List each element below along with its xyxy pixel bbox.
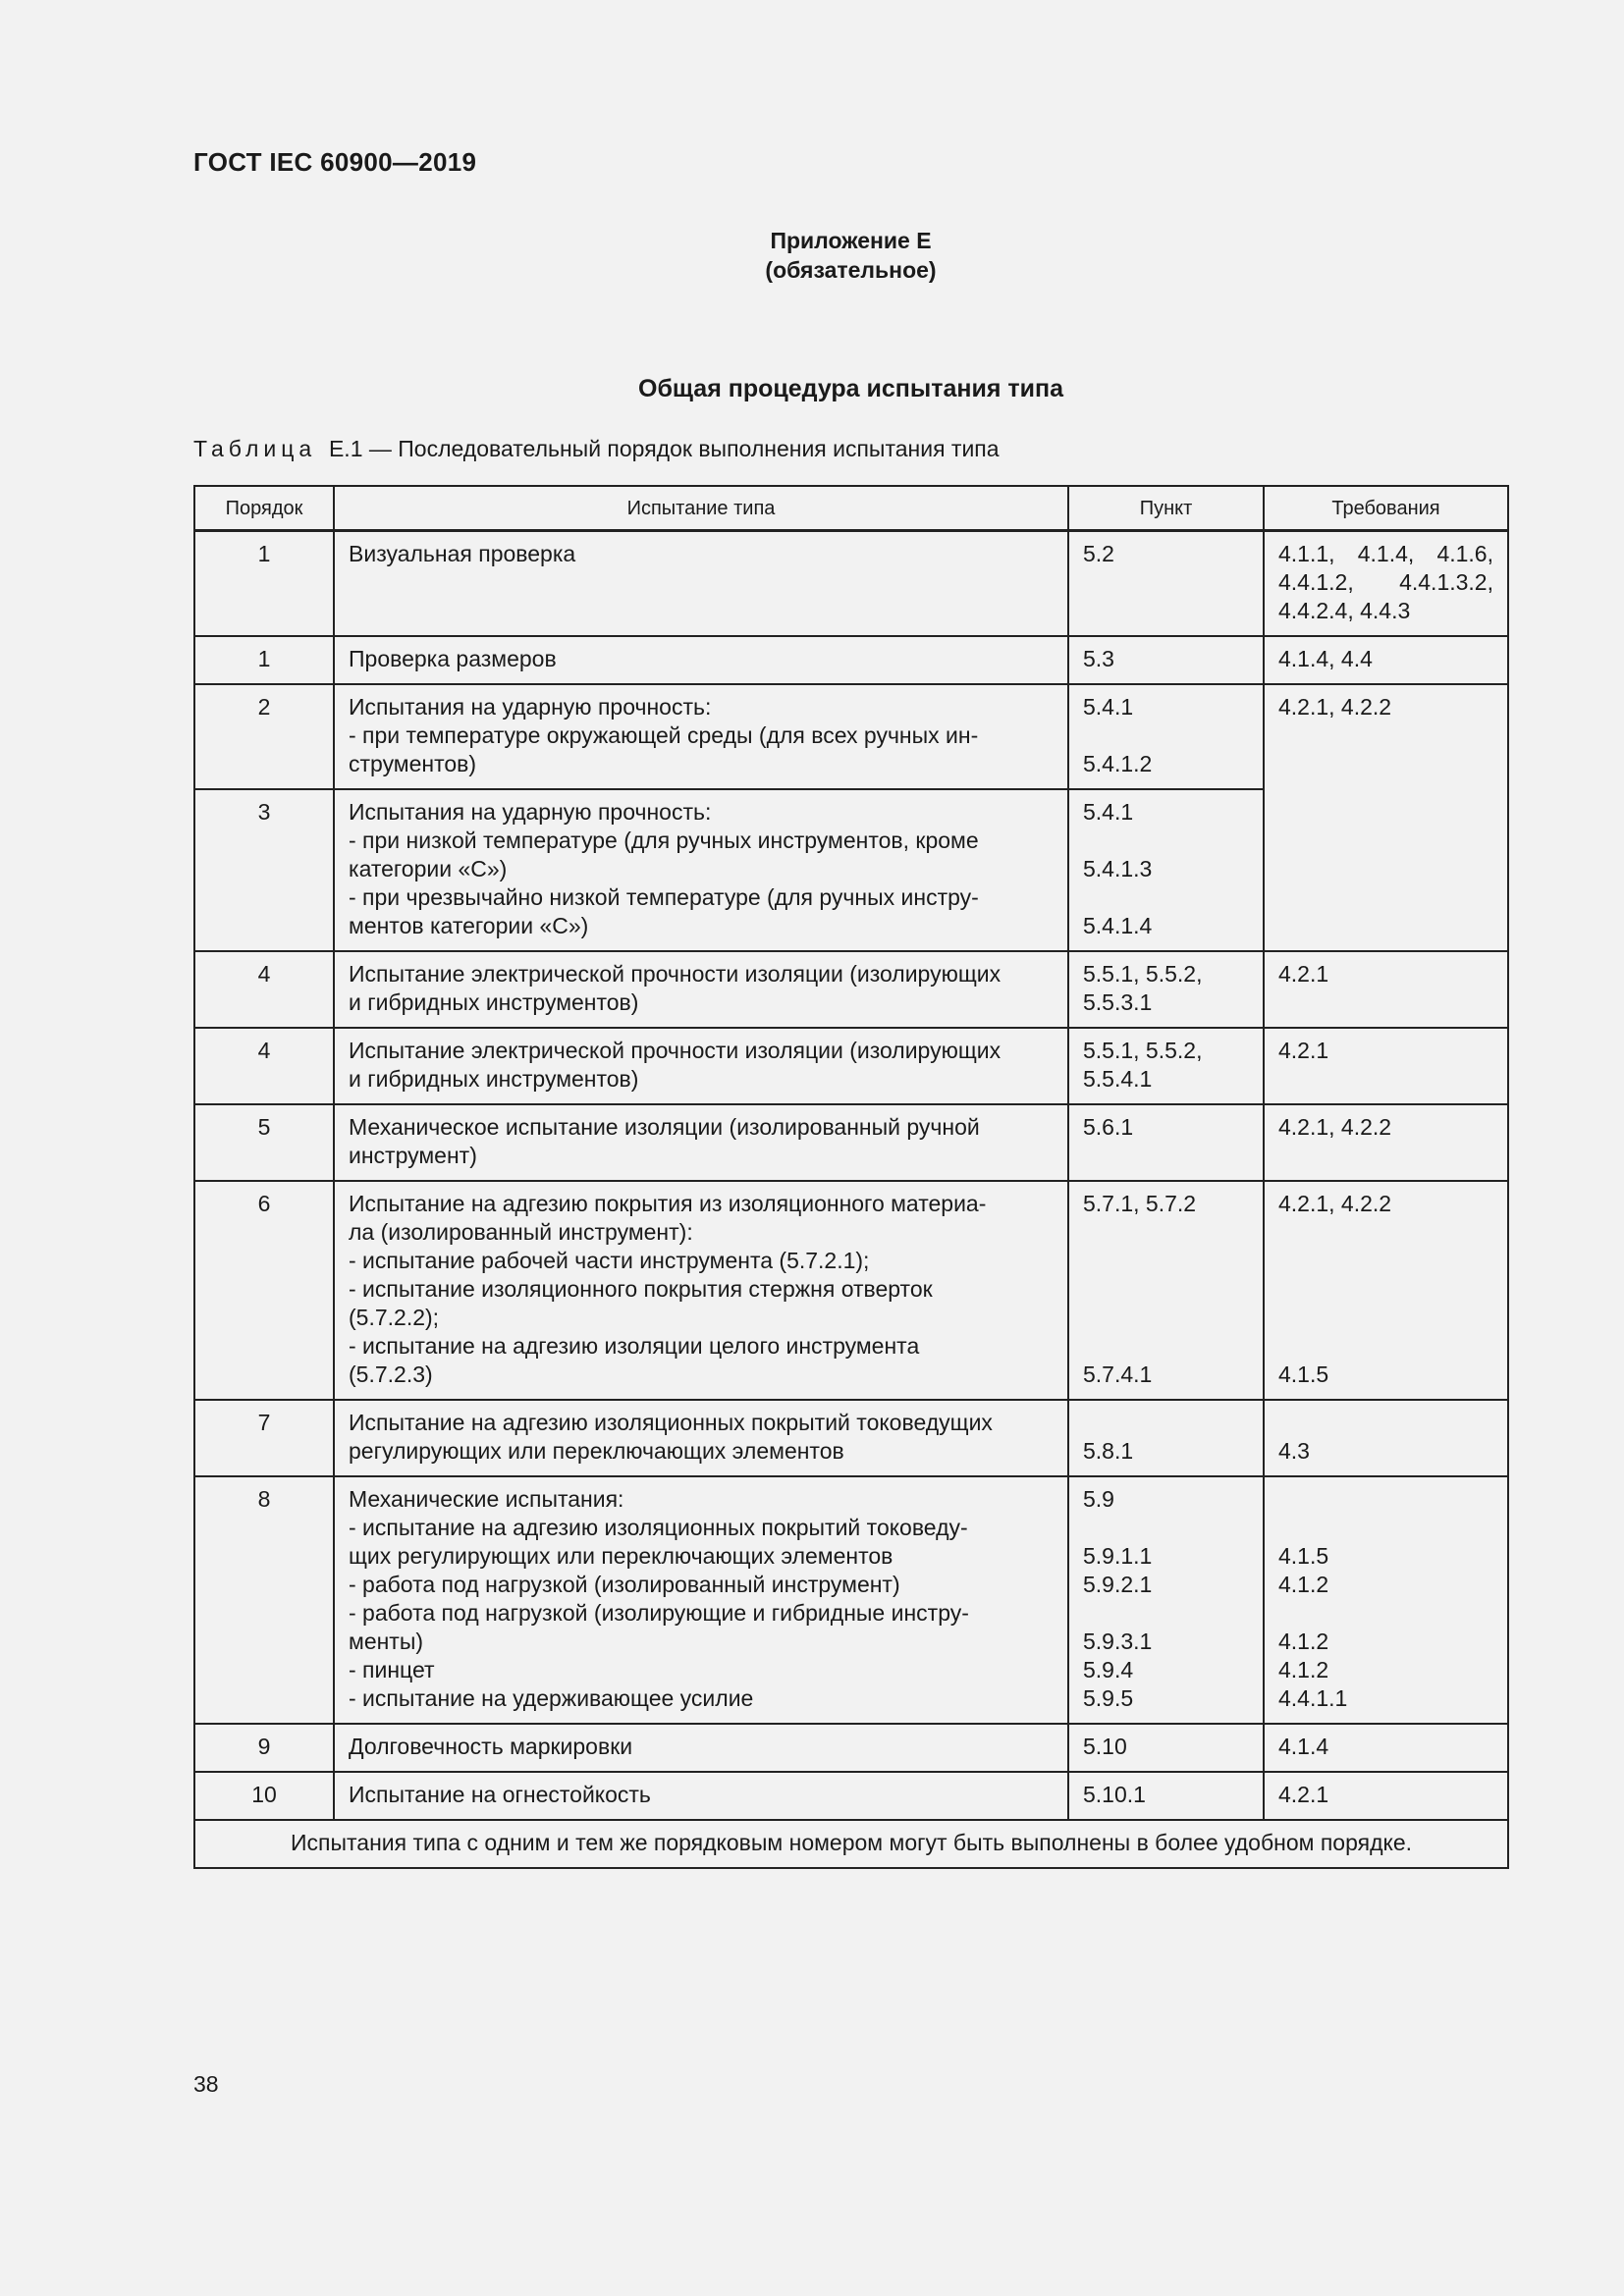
clause-line: 5.4.1 [1083, 694, 1134, 720]
cell-clause [1068, 1181, 1264, 1400]
req-line: 4.2.1, 4.2.2 [1278, 1191, 1392, 1216]
cell-test [334, 531, 1068, 637]
test-line: Визуальная проверка [349, 541, 576, 566]
clause-line: 5.9.1.1 [1083, 1543, 1153, 1569]
cell-requirements [1264, 684, 1508, 951]
header-clause: Пункт [1068, 486, 1264, 531]
cell-order: 8 [194, 1476, 334, 1724]
table-header-row [194, 486, 1508, 531]
test-line: Испытания на ударную прочность: [349, 799, 712, 825]
clause-line: 5.2 [1083, 541, 1114, 566]
page-number: 38 [193, 2071, 219, 2097]
footnote-row [194, 1820, 1508, 1868]
header-order: Порядок [194, 486, 334, 531]
test-line: - при чрезвычайно низкой температуре (для ручных инстру- [349, 884, 979, 910]
cell-order: 5 [194, 1104, 334, 1181]
req-line: 4.3 [1278, 1438, 1310, 1464]
test-line: Испытание на адгезию покрытия из изоляционного материа- [349, 1191, 987, 1216]
req-line: 4.1.4 [1278, 1734, 1329, 1759]
cell-order: 4 [194, 951, 334, 1028]
clause-line: 5.10.1 [1083, 1782, 1146, 1807]
clause-line: 5.3 [1083, 646, 1114, 671]
test-line: - испытание на удерживающее усилие [349, 1685, 754, 1711]
test-line: Испытание электрической прочности изоляции (изолирующих [349, 961, 1001, 987]
test-line: Испытание электрической прочности изоляции (изолирующих [349, 1038, 1001, 1063]
req-line [1278, 1218, 1493, 1247]
cell-clause [1068, 1772, 1264, 1820]
req-line [1278, 1409, 1493, 1437]
cell-clause [1068, 1724, 1264, 1772]
clause-line [1083, 1514, 1249, 1542]
req-line: 4.1.5 [1278, 1543, 1329, 1569]
cell-requirements [1264, 1724, 1508, 1772]
test-line: менты) [349, 1629, 424, 1654]
clause-line: 5.10 [1083, 1734, 1127, 1759]
cell-requirements [1264, 1400, 1508, 1476]
test-line: категории «С») [349, 856, 508, 881]
cell-clause [1068, 531, 1264, 637]
req-line: 4.1.4, 4.4 [1278, 646, 1373, 671]
clause-line: 5.6.1 [1083, 1114, 1134, 1140]
table-row [194, 951, 1508, 1028]
appendix-title: Приложение Е [770, 228, 932, 253]
cell-clause [1068, 1476, 1264, 1724]
test-line: Испытания на ударную прочность: [349, 694, 712, 720]
clause-line [1083, 827, 1249, 855]
req-line: 4.1.1, 4.1.4, 4.1.6, 4.4.1.2, 4.4.1.3.2, 4.4.2.4, 4.4.3 [1278, 541, 1493, 623]
cell-requirements [1264, 1772, 1508, 1820]
clause-line [1083, 1599, 1249, 1628]
clause-line [1083, 1275, 1249, 1304]
cell-clause [1068, 789, 1264, 951]
cell-requirements [1264, 531, 1508, 637]
clause-line: 5.4.1.3 [1083, 856, 1153, 881]
header-requirements: Требования [1264, 486, 1508, 531]
clause-line [1083, 721, 1249, 750]
req-line [1278, 1304, 1493, 1332]
test-line: Испытание на адгезию изоляционных покрытий токоведущих [349, 1410, 993, 1435]
test-line: - при низкой температуре (для ручных инструментов, кроме [349, 828, 979, 853]
req-line: 4.2.1 [1278, 1782, 1329, 1807]
cell-test [334, 1724, 1068, 1772]
table-row [194, 1181, 1508, 1400]
cell-test [334, 1181, 1068, 1400]
cell-order: 9 [194, 1724, 334, 1772]
table-caption [193, 436, 1000, 462]
clause-line: 5.9.3.1 [1083, 1629, 1153, 1654]
cell-test [334, 1476, 1068, 1724]
table-row [194, 1772, 1508, 1820]
cell-clause [1068, 1400, 1264, 1476]
cell-requirements [1264, 1104, 1508, 1181]
table-caption-text: Е.1 — Последовательный порядок выполнения испытания типа [328, 436, 1000, 461]
cell-test [334, 1104, 1068, 1181]
test-line: - работа под нагрузкой (изолирующие и гибридные инстру- [349, 1600, 969, 1626]
cell-requirements [1264, 636, 1508, 684]
document-id: ГОСТ IEC 60900—2019 [193, 147, 477, 177]
cell-order: 2 [194, 684, 334, 789]
table-row [194, 1724, 1508, 1772]
clause-line [1083, 1247, 1249, 1275]
test-line: - при температуре окружающей среды (для всех ручных ин- [349, 722, 979, 748]
clause-line: 5.9.2.1 [1083, 1572, 1153, 1597]
test-line: Механическое испытание изоляции (изолированный ручной [349, 1114, 980, 1140]
clause-line: 5.4.1.2 [1083, 751, 1153, 776]
clause-line: 5.4.1 [1083, 799, 1134, 825]
clause-line [1083, 1409, 1249, 1437]
cell-clause [1068, 684, 1264, 789]
table-body [194, 531, 1508, 1869]
test-line: - работа под нагрузкой (изолированный инструмент) [349, 1572, 900, 1597]
test-line: (5.7.2.3) [349, 1362, 433, 1387]
table-caption-prefix: Таблица [193, 436, 317, 461]
req-line: 4.2.1 [1278, 1038, 1329, 1063]
req-line [1278, 1514, 1493, 1542]
test-line: ментов категории «С») [349, 913, 589, 938]
test-line: инструмент) [349, 1143, 477, 1168]
req-line: 4.1.2 [1278, 1629, 1329, 1654]
cell-requirements [1264, 1476, 1508, 1724]
cell-order: 4 [194, 1028, 334, 1104]
clause-line: 5.8.1 [1083, 1438, 1134, 1464]
cell-order: 3 [194, 789, 334, 951]
req-line [1278, 1332, 1493, 1361]
req-line: 4.1.2 [1278, 1572, 1329, 1597]
cell-test [334, 1772, 1068, 1820]
test-line: Испытание на огнестойкость [349, 1782, 651, 1807]
test-line: ла (изолированный инструмент): [349, 1219, 693, 1245]
cell-requirements [1264, 1028, 1508, 1104]
cell-requirements [1264, 1181, 1508, 1400]
appendix-heading [0, 226, 1624, 285]
clause-line: 5.9 [1083, 1486, 1114, 1512]
clause-line: 5.7.4.1 [1083, 1362, 1153, 1387]
req-line [1278, 1275, 1493, 1304]
test-line: и гибридных инструментов) [349, 989, 639, 1015]
clause-line [1083, 1332, 1249, 1361]
clause-line [1083, 1218, 1249, 1247]
cell-order: 7 [194, 1400, 334, 1476]
table-row [194, 531, 1508, 637]
test-line: струментов) [349, 751, 477, 776]
section-title: Общая процедура испытания типа [638, 375, 1063, 402]
clause-line [1083, 1304, 1249, 1332]
cell-requirements [1264, 951, 1508, 1028]
clause-line: 5.7.1, 5.7.2 [1083, 1191, 1197, 1216]
test-line: регулирующих или переключающих элементов [349, 1438, 844, 1464]
cell-test [334, 951, 1068, 1028]
req-line [1278, 1599, 1493, 1628]
test-sequence-table [193, 485, 1509, 1869]
req-line: 4.2.1 [1278, 961, 1329, 987]
cell-clause [1068, 1104, 1264, 1181]
clause-line: 5.9.4 [1083, 1657, 1134, 1682]
test-line: Механические испытания: [349, 1486, 624, 1512]
cell-order: 10 [194, 1772, 334, 1820]
header-test: Испытание типа [334, 486, 1068, 531]
appendix-status: (обязательное) [765, 257, 937, 283]
test-line: щих регулирующих или переключающих элементов [349, 1543, 893, 1569]
test-line: Проверка размеров [349, 646, 557, 671]
cell-order: 6 [194, 1181, 334, 1400]
req-line [1278, 1485, 1493, 1514]
req-line [1278, 1247, 1493, 1275]
cell-test [334, 789, 1068, 951]
req-line: 4.1.2 [1278, 1657, 1329, 1682]
table-row [194, 636, 1508, 684]
clause-line: 5.5.4.1 [1083, 1066, 1153, 1092]
test-line: - испытание изоляционного покрытия стержня отверток [349, 1276, 933, 1302]
table-footnote: Испытания типа с одним и тем же порядковым номером могут быть выполнены в более удобном порядке. [194, 1820, 1508, 1868]
cell-test [334, 1028, 1068, 1104]
cell-clause [1068, 951, 1264, 1028]
table-row [194, 1476, 1508, 1724]
cell-clause [1068, 636, 1264, 684]
table-row [194, 1400, 1508, 1476]
test-line: - испытание рабочей части инструмента (5.7.2.1); [349, 1248, 870, 1273]
test-line: и гибридных инструментов) [349, 1066, 639, 1092]
cell-test [334, 636, 1068, 684]
test-line: - пинцет [349, 1657, 435, 1682]
req-line: 4.1.5 [1278, 1362, 1329, 1387]
table-row [194, 1028, 1508, 1104]
clause-line: 5.5.3.1 [1083, 989, 1153, 1015]
table-row [194, 684, 1508, 789]
clause-line: 5.5.1, 5.5.2, [1083, 1038, 1203, 1063]
req-line: 4.4.1.1 [1278, 1685, 1348, 1711]
clause-line [1083, 883, 1249, 912]
clause-line: 5.5.1, 5.5.2, [1083, 961, 1203, 987]
test-line: - испытание на адгезию изоляционных покрытий токоведу- [349, 1515, 968, 1540]
clause-line: 5.4.1.4 [1083, 913, 1153, 938]
test-line: Долговечность маркировки [349, 1734, 633, 1759]
cell-order: 1 [194, 531, 334, 637]
req-line: 4.2.1, 4.2.2 [1278, 694, 1392, 720]
cell-test [334, 1400, 1068, 1476]
test-line: (5.7.2.2); [349, 1305, 440, 1330]
test-line: - испытание на адгезию изоляции целого инструмента [349, 1333, 920, 1359]
table-row [194, 1104, 1508, 1181]
cell-test [334, 684, 1068, 789]
cell-order: 1 [194, 636, 334, 684]
clause-line: 5.9.5 [1083, 1685, 1134, 1711]
cell-clause [1068, 1028, 1264, 1104]
req-line: 4.2.1, 4.2.2 [1278, 1114, 1392, 1140]
